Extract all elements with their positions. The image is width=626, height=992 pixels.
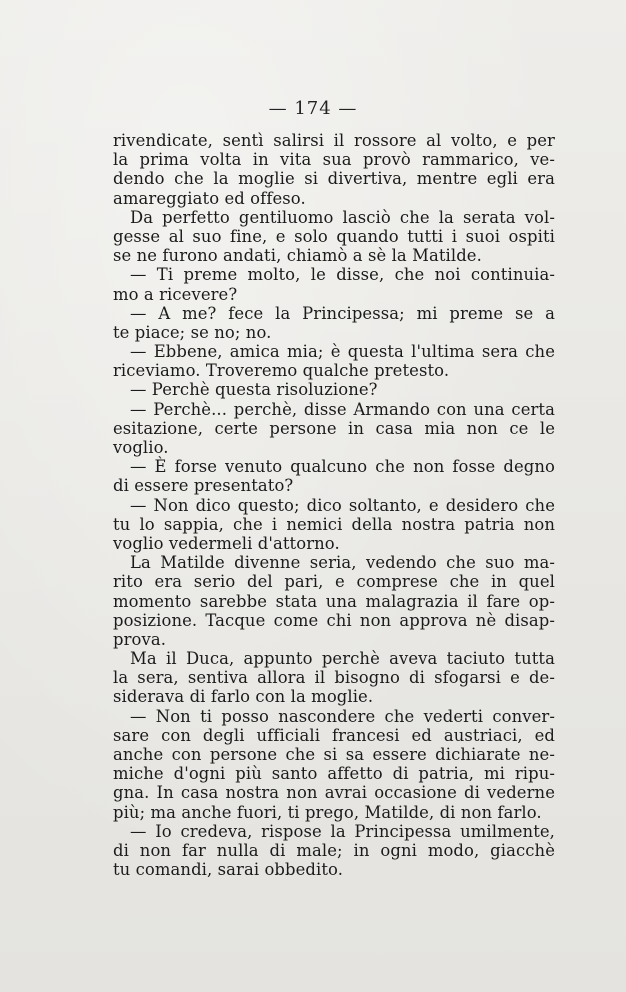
text-line: gesse al suo fine, e solo quando tutti i suoi ospiti	[113, 226, 555, 246]
text-line: — Io credeva, rispose la Principessa umilmente,	[130, 821, 555, 841]
text-line: mo a ricevere?	[113, 284, 238, 304]
text-line: miche d'ogni più santo affetto di patria, mi ripu-	[113, 764, 555, 784]
text-line: — A me? fece la Principessa; mi preme se a	[130, 303, 555, 323]
text-line: di essere presentato?	[113, 476, 294, 496]
text-line: rito era serio del pari, e comprese che in quel	[113, 572, 555, 592]
text-line: momento sarebbe stata una malagrazia il fare op-	[113, 591, 555, 611]
text-line: te piace; se no; no.	[113, 322, 272, 342]
text-line: riceviamo. Troveremo qualche pretesto.	[113, 361, 450, 381]
text-line: rivendicate, sentì salirsi il rossore al volto, e per	[113, 131, 555, 150]
text-line: voglio.	[113, 438, 169, 457]
text-line: — Perchè questa risoluzione?	[130, 380, 378, 400]
text-line: tu comandi, sarai obbedito.	[113, 860, 344, 880]
page-number: — 174 —	[268, 98, 358, 119]
text-line: Ma il Duca, appunto perchè aveva taciuto tutta	[130, 649, 555, 669]
text-line: amareggiato ed offeso.	[113, 188, 306, 208]
text-line: — Ti preme molto, le disse, che noi continuia-	[130, 265, 555, 285]
text-line: sare con degli ufficiali francesi ed austriaci, ed	[113, 725, 555, 745]
text-line: voglio vedermeli d'attorno.	[113, 533, 340, 553]
text-line: più; ma anche fuori, ti prego, Matilde, di non farlo.	[113, 802, 542, 822]
body-text	[113, 131, 555, 879]
text-line: — Ebbene, amica mia; è questa l'ultima sera che	[130, 342, 555, 362]
text-line: se ne furono andati, chiamò a sè la Matilde.	[113, 246, 482, 266]
text-line: esitazione, certe persone in casa mia non ce le	[113, 418, 555, 438]
text-line: la sera, sentiva allora il bisogno di sfogarsi e de-	[113, 668, 555, 688]
text-line: — Perchè... perchè, disse Armando con una certa	[130, 399, 555, 419]
text-line: anche con persone che si sa essere dichiarate ne-	[113, 745, 555, 764]
text-line: — Non ti posso nascondere che vederti conver-	[130, 706, 555, 726]
text-line: tu lo sappia, che i nemici della nostra patria non	[113, 514, 555, 534]
text-line: di non far nulla di male; in ogni modo, giacchè	[113, 840, 555, 860]
text-line: prova.	[113, 629, 167, 649]
text-line: la prima volta in vita sua provò rammarico, ve-	[113, 150, 555, 170]
text-line: — Non dico questo; dico soltanto, e desidero che	[130, 495, 555, 515]
text-line: Da perfetto gentiluomo lasciò che la serata vol-	[130, 207, 555, 227]
text-line: dendo che la moglie si divertiva, mentre egli era	[113, 169, 555, 189]
text-line: — È forse venuto qualcuno che non fosse degno	[130, 457, 555, 477]
text-line: posizione. Tacque come chi non approva nè disap-	[113, 610, 555, 630]
text-line: siderava di farlo con la moglie.	[113, 687, 374, 707]
text-line: gna. In casa nostra non avrai occasione di vederne	[113, 783, 555, 803]
text-line: La Matilde divenne seria, vedendo che suo ma-	[130, 553, 555, 573]
